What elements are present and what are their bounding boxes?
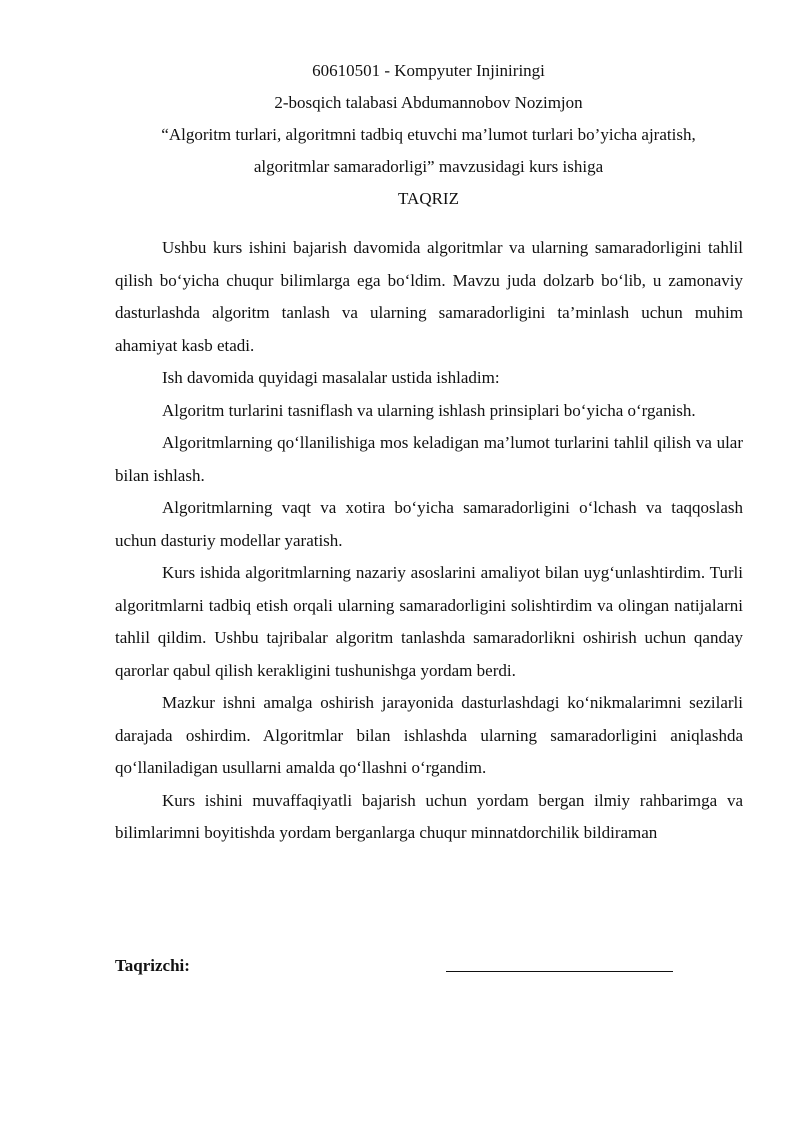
review-body (115, 232, 743, 850)
paragraph-results: Kurs ishida algoritmlarning nazariy asoslarini amaliyot bilan uyg‘unlashtirdim. Turli algoritmlarni tadbiq etish orqali ularning samaradorligini solishtirdim va olingan natijalarni tahlil qildim. Ushbu tajribalar algoritm tanlashda samaradorlikni oshirish uchun qanday qarorlar qabul qilish kerakligini tushunishga yordam berdi. (115, 563, 743, 680)
signature-line (446, 971, 673, 972)
paragraph-task-3: Algoritmlarning vaqt va xotira bo‘yicha samaradorligini o‘lchash va taqqoslash uchun dasturiy modellar yaratish. (115, 498, 743, 550)
paragraph-skills: Mazkur ishni amalga oshirish jarayonida dasturlashdagi ko‘nikmalarimni sezilarli darajada oshirdim. Algoritmlar bilan ishlashda ularning samaradorligini aniqlashda qo‘llaniladigan usullarni amalda qo‘llashni o‘rgandim. (115, 693, 743, 777)
paragraph-tasks-intro: Ish davomida quyidagi masalalar ustida ishladim: (162, 368, 500, 387)
paragraph-thanks: Kurs ishini muvaffaqiyatli bajarish uchun yordam bergan ilmiy rahbarimga va bilimlarimni boyitishda yordam berganlarga chuqur minnatdorchilik bildiraman (115, 790, 743, 842)
document-header (100, 55, 757, 215)
topic-line-2: algoritmlar samaradorligi” mavzusidagi kurs ishiga (253, 157, 604, 176)
paragraph-task-2: Algoritmlarning qo‘llanilishiga mos keladigan ma’lumot turlarini tahlil qilish va ular bilan ishlash. (115, 433, 743, 485)
document-title: TAQRIZ (398, 189, 459, 208)
signature-block (115, 950, 743, 982)
reviewer-label: Taqrizchi: (115, 956, 190, 975)
paragraph-intro: Ushbu kurs ishini bajarish davomida algoritmlar va ularning samaradorligini tahlil qilish bo‘yicha chuqur bilimlarga ega bo‘ldim. Mavzu juda dolzarb bo‘lib, u zamonaviy dasturlashda algoritm tanlash va ularning samaradorligini ta’minlash uchun muhim ahamiyat kasb etadi. (115, 238, 743, 355)
student-line: 2-bosqich talabasi Abdumannobov Nozimjon (274, 93, 583, 112)
paragraph-task-1: Algoritm turlarini tasniflash va ularning ishlash prinsiplari bo‘yicha o‘rganish. (162, 400, 696, 420)
topic-line-1: “Algoritm turlari, algoritmni tadbiq etuvchi ma’lumot turlari bo’yicha ajratish, (161, 125, 696, 144)
program-code-line: 60610501 - Kompyuter Injiniringi (312, 61, 545, 80)
